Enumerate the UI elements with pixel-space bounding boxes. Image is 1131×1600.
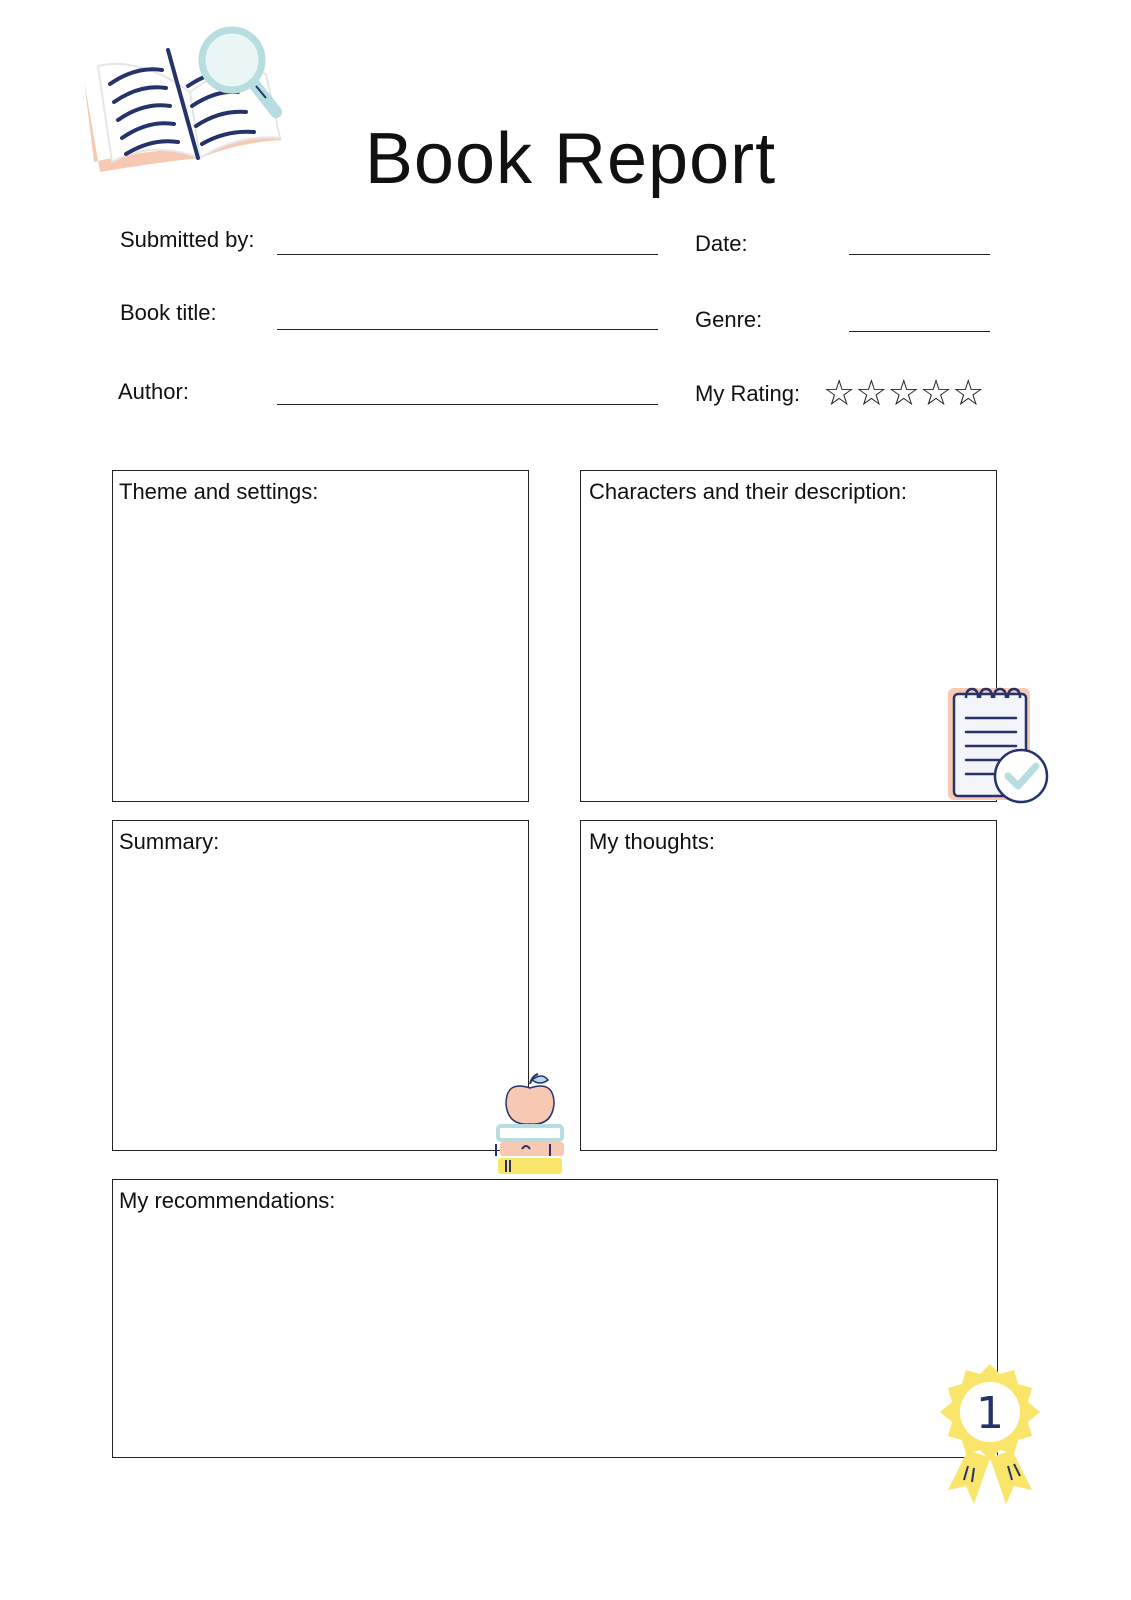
star-icon-4[interactable]: ☆: [919, 373, 953, 414]
star-icon-3[interactable]: ☆: [887, 373, 920, 414]
star-icon-2[interactable]: ☆: [855, 373, 888, 414]
award-number: 1: [976, 1388, 1004, 1439]
date-label: Date:: [695, 231, 748, 256]
genre-label: Genre:: [695, 307, 763, 332]
award-ribbon-icon: [928, 1358, 1052, 1508]
recommendations-box[interactable]: [112, 1179, 998, 1458]
summary-box[interactable]: [112, 820, 529, 1151]
thoughts-label: My thoughts:: [589, 829, 715, 854]
submitted-by-label: Submitted by:: [120, 227, 255, 252]
book-title-label: Book title:: [120, 300, 217, 325]
summary-label: Summary:: [119, 829, 220, 854]
star-icon-5[interactable]: ☆: [952, 373, 985, 414]
submitted-by-field[interactable]: [277, 254, 658, 255]
characters-box[interactable]: [580, 470, 997, 802]
notepad-check-icon: [944, 682, 1052, 806]
thoughts-box[interactable]: [580, 820, 997, 1151]
theme-settings-box[interactable]: [112, 470, 529, 802]
theme-settings-label: Theme and settings:: [119, 479, 319, 504]
characters-label: Characters and their description:: [589, 479, 907, 504]
book-title-field[interactable]: [277, 329, 658, 330]
apple-books-icon: [492, 1070, 568, 1180]
star-icon-1[interactable]: ☆: [823, 373, 856, 414]
page-title: Book Report: [364, 119, 777, 199]
author-field[interactable]: [277, 404, 658, 405]
date-field[interactable]: [849, 254, 990, 255]
author-label: Author:: [118, 379, 189, 404]
rating-label: My Rating:: [695, 381, 801, 406]
genre-field[interactable]: [849, 331, 990, 332]
rating-stars: [823, 373, 985, 414]
recommendations-label: My recommendations:: [119, 1188, 336, 1213]
